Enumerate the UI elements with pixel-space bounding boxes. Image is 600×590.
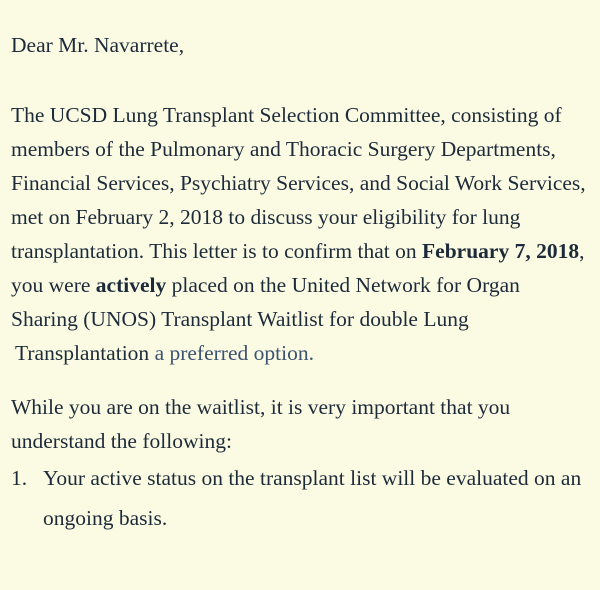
active-status-word: actively (95, 273, 167, 297)
requirements-list (11, 458, 588, 538)
paragraph-after-date: , you were (11, 239, 585, 297)
preferred-option-note: a preferred option. (154, 341, 314, 365)
list-item (11, 458, 588, 538)
list-item-number: 1. (11, 466, 28, 490)
paragraph-intro: The UCSD Lung Transplant Selection Committee, consisting of members of the Pulmonary and Thoracic Surgery Departments, Financial Services, Psychiatry Services, and Social Work Services, met on February 2, 2018 to discuss your eligibility for lung transplantation. This letter is to confirm that on (11, 103, 586, 263)
placement-date: February 7, 2018 (422, 239, 580, 263)
paragraph-committee-decision (11, 98, 588, 370)
list-item-text: Your active status on the transplant list will be evaluated on an ongoing basis. (43, 466, 582, 530)
paragraph-after-actively: placed on the United Network for Organ Sharing (UNOS) Transplant Waitlist for double Lung (11, 273, 520, 331)
paragraph-last-line: Transplantation (15, 341, 155, 365)
salutation: Dear Mr. Navarrete, (11, 33, 185, 57)
paragraph-waitlist-intro: While you are on the waitlist, it is very important that you understand the following: (11, 395, 511, 453)
